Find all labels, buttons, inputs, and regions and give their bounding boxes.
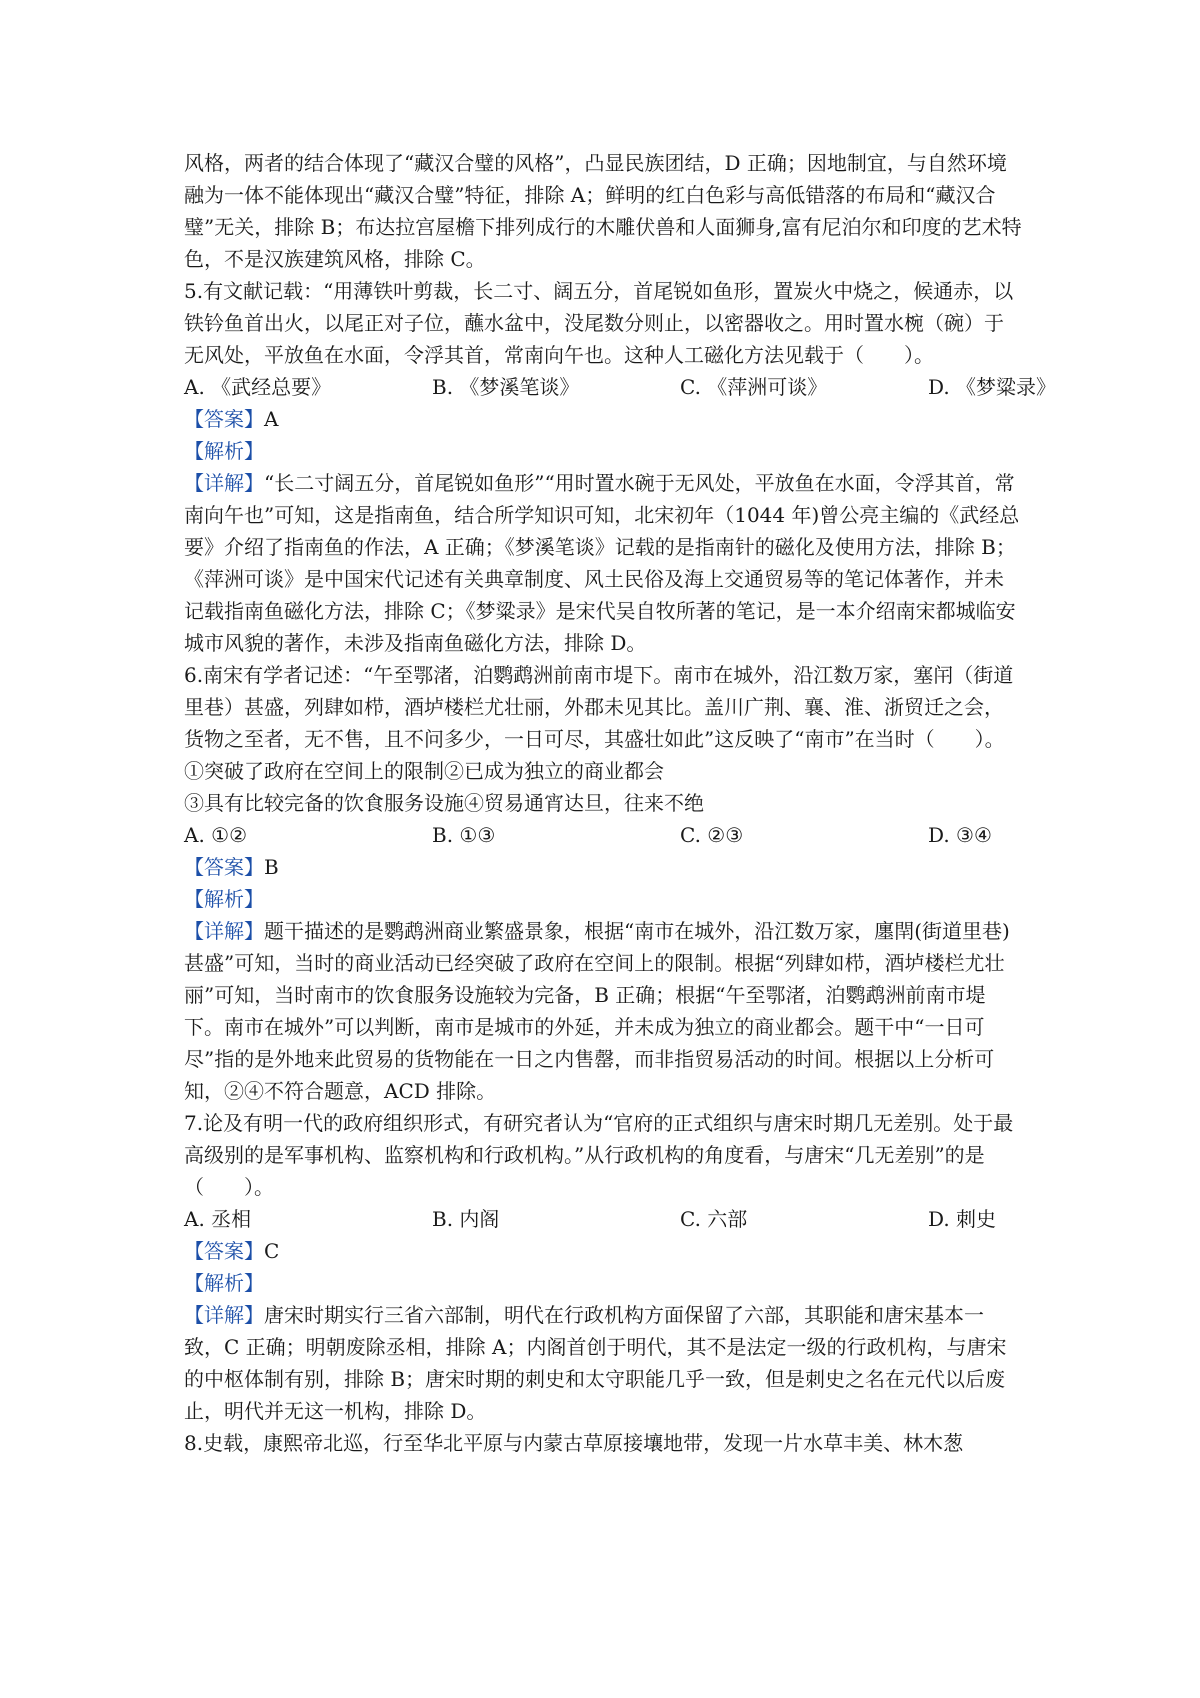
question-5-analysis bbox=[184, 435, 1022, 467]
question-7-option-b: B. 内阁 bbox=[432, 1207, 500, 1231]
answer-tag: 【答案】 bbox=[184, 407, 264, 431]
answer-value: C bbox=[264, 1239, 280, 1263]
question-6-detail bbox=[184, 915, 1022, 1107]
analysis-tag: 【解析】 bbox=[184, 1271, 264, 1295]
detail-text: 题干描述的是鹦鹉洲商业繁盛景象，根据“南市在城外，沿江数万家，廛閈(街道里巷)甚盛”可知，当时的商业活动已经突破了政府在空间上的限制。根据“列肆如栉，酒垆楼栏尤壮丽”可知，当时南市的饮食服务设施较为完备，B 正确；根据“午至鄂渚，泊鹦鹉洲前南市堤下。南市在城外”可以判断，南市是城市的外延，并未成为独立的商业都会。题干中“一日可尽”指的是外地来此贸易的货物能在一日之内售罄，而非指贸易活动的时间。根据以上分析可知，②④不符合题意，ACD 排除。 bbox=[184, 919, 1010, 1103]
question-8-stem: 8.史载，康熙帝北巡，行至华北平原与内蒙古草原接壤地带，发现一片水草丰美、林木葱 bbox=[184, 1431, 964, 1455]
question-5-options bbox=[184, 371, 1057, 403]
question-7-answer bbox=[184, 1235, 1022, 1267]
detail-tag: 【详解】 bbox=[184, 471, 264, 495]
question-7-analysis bbox=[184, 1267, 1022, 1299]
question-6-option-b: B. ①③ bbox=[432, 823, 496, 847]
analysis-tag: 【解析】 bbox=[184, 439, 264, 463]
question-5-option-d: D. 《梦粱录》 bbox=[928, 375, 1057, 399]
question-6-option-a: A. ①② bbox=[184, 823, 248, 847]
answer-tag: 【答案】 bbox=[184, 855, 264, 879]
question-6-answer bbox=[184, 851, 1022, 883]
question-5-detail bbox=[184, 467, 1022, 659]
question-6-option-d: D. ③④ bbox=[928, 823, 992, 847]
question-7-stem: 7.论及有明一代的政府组织形式，有研究者认为“官府的正式组织与唐宋时期几无差别。处于最高级别的是军事机构、监察机构和行政机构。”从行政机构的角度看，与唐宋“几无差别”的是（ ）。 bbox=[184, 1111, 1014, 1199]
question-5-option-b: B. 《梦溪笔谈》 bbox=[432, 375, 580, 399]
question-5-answer bbox=[184, 403, 1022, 435]
question-6-item-1: ①突破了政府在空间上的限制②已成为独立的商业都会 bbox=[184, 759, 664, 783]
detail-tag: 【详解】 bbox=[184, 1303, 264, 1327]
question-6-option-c: C. ②③ bbox=[680, 823, 744, 847]
question-6-analysis bbox=[184, 883, 1022, 915]
detail-text: “长二寸阔五分，首尾锐如鱼形”“用时置水碗于无风处，平放鱼在水面，令浮其首，常南向午也”可知，这是指南鱼，结合所学知识可知，北宋初年（1044 年)曾公亮主编的《武经总要》介绍了指南鱼的作法，A 正确；《梦溪笔谈》记载的是指南针的磁化及使用方法，排除 B；《萍洲可谈》是中国宋代记述有关典章制度、风土民俗及海上交通贸易等的笔记体著作，并未记载指南鱼磁化方法，排除 C；《梦粱录》是宋代吴自牧所著的笔记，是一本介绍南宋都城临安城市风貌的著作，未涉及指南鱼磁化方法，排除 D。 bbox=[184, 471, 1020, 655]
document-body bbox=[184, 147, 1057, 1459]
answer-value: B bbox=[264, 855, 279, 879]
question-7-options bbox=[184, 1203, 1022, 1235]
question-7-option-d: D. 刺史 bbox=[928, 1207, 997, 1231]
question-6-stem: 6.南宋有学者记述：“午至鄂渚，泊鹦鹉洲前南市堤下。南市在城外，沿江数万家，塞闬（街道里巷）甚盛，列肆如栉，酒垆楼栏尤壮丽，外郡未见其比。盖川广荆、襄、淮、浙贸迁之会，货物之至者，无不售，且不问多少，一日可尽，其盛壮如此”这反映了“南市”在当时（ ）。 bbox=[184, 663, 1014, 751]
question-5-stem: 5.有文献记载：“用薄铁叶剪裁，长二寸、阔五分，首尾锐如鱼形，置炭火中烧之，候通赤，以铁钤鱼首出火，以尾正对子位，蘸水盆中，没尾数分则止，以密器收之。用时置水椀（碗）于无风处，平放鱼在水面，令浮其首，常南向午也。这种人工磁化方法见载于（ ）。 bbox=[184, 279, 1014, 367]
question-7-detail bbox=[184, 1299, 1022, 1427]
detail-text: 唐宋时期实行三省六部制，明代在行政机构方面保留了六部，其职能和唐宋基本一致，C 正确；明朝废除丞相，排除 A；内阁首创于明代，其不是法定一级的行政机构，与唐宋的中枢体制有别，排除 B；唐宋时期的刺史和太守职能几乎一致，但是刺史之名在元代以后废止，明代并无这一机构，排除 D。 bbox=[184, 1303, 1007, 1423]
detail-tag: 【详解】 bbox=[184, 919, 264, 943]
answer-tag: 【答案】 bbox=[184, 1239, 264, 1263]
analysis-tag: 【解析】 bbox=[184, 887, 264, 911]
question-6-item-2: ③具有比较完备的饮食服务设施④贸易通宵达旦，往来不绝 bbox=[184, 791, 704, 815]
question-5-option-a: A. 《武经总要》 bbox=[184, 375, 332, 399]
answer-value: A bbox=[264, 407, 279, 431]
question-7-option-c: C. 六部 bbox=[680, 1207, 748, 1231]
question-5-option-c: C. 《萍洲可谈》 bbox=[680, 375, 828, 399]
paragraph-q4-explanation-continued: 风格，两者的结合体现了“藏汉合璧的风格”，凸显民族团结，D 正确；因地制宜，与自然环境融为一体不能体现出“藏汉合璧”特征，排除 A；鲜明的红白色彩与高低错落的布局和“藏汉合璧”无关，排除 B；布达拉宫屋檐下排列成行的木雕伏兽和人面狮身,富有尼泊尔和印度的艺术特色，不是汉族建筑风格，排除 C。 bbox=[184, 151, 1022, 271]
question-6-options bbox=[184, 819, 1022, 851]
question-7-option-a: A. 丞相 bbox=[184, 1207, 252, 1231]
